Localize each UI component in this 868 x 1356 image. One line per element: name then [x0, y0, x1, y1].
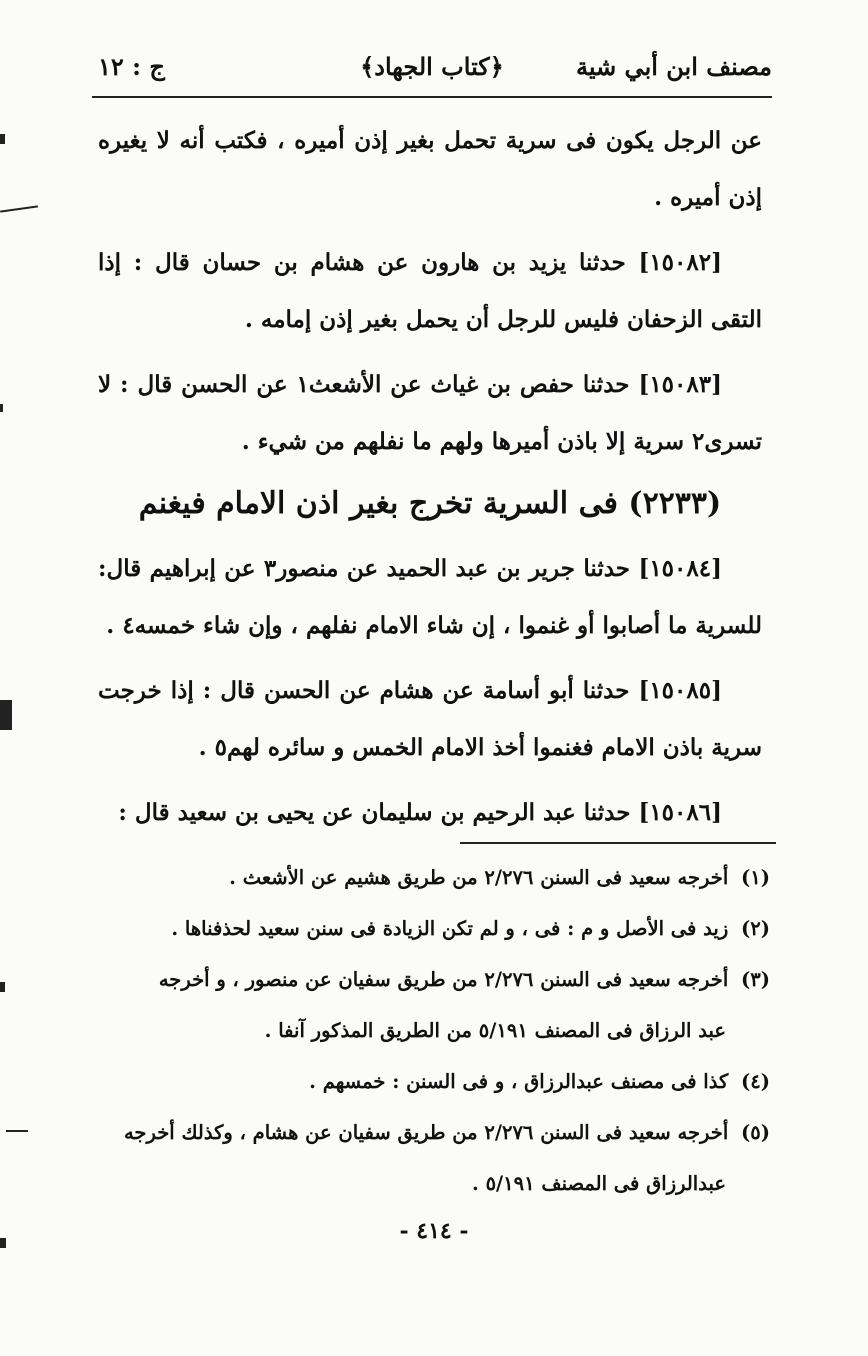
chapter-heading: (٢٢٣٣) فى السرية تخرج بغير اذن الامام فيغنم: [138, 486, 722, 521]
footnote-text: زيد فى الأصل و م : فى ، و لم تكن الزيادة فى سنن سعيد لحذفناها .: [171, 917, 729, 940]
page-number: - ٤١٤ -: [399, 1218, 469, 1244]
footnote-text: كذا فى مصنف عبدالرزاق ، و فى السنن : خمسهم .: [309, 1070, 729, 1093]
hadith-number: [١٥٠٨٤]: [638, 555, 722, 582]
footnote-rule: [460, 842, 776, 844]
footnote: [98, 903, 770, 954]
hadith-text: حدثنا جرير بن عبد الحميد عن منصور٣ عن إبراهيم قال: للسرية ما أصابوا أو غنموا ، إن شاء الامام نفلهم ، وإن شاء خمسه٤ .: [98, 555, 762, 639]
scan-mark: [0, 134, 5, 144]
hadith-text: حدثنا يزيد بن هارون عن هشام بن حسان قال : إذا التقى الزحفان فليس للرجل أن يحمل بغير إذن إمامه .: [98, 249, 762, 333]
hadith-number: [١٥٠٨٢]: [638, 249, 722, 276]
footnote-number: (٤): [741, 1070, 770, 1093]
footnote-continuation: عبد الرزاق فى المصنف ٥/١٩١ من الطريق المذكور آنفا .: [264, 1019, 726, 1042]
hadith-paragraph: [98, 662, 762, 776]
scan-mark: [0, 982, 5, 992]
footnote-continuation: عبدالرزاق فى المصنف ٥/١٩١ .: [471, 1172, 726, 1195]
running-header: [92, 52, 772, 94]
scan-mark: [0, 404, 3, 412]
hadith-number: [١٥٠٨٣]: [638, 371, 722, 398]
main-text: [98, 112, 762, 841]
hadith-paragraph: [98, 540, 762, 654]
hadith-number: [١٥٠٨٦]: [638, 799, 722, 826]
footnote-number: (٢): [741, 917, 770, 940]
footnotes: [98, 852, 770, 1209]
scan-mark: [0, 1238, 6, 1248]
footnote-text: أخرجه سعيد فى السنن ٢/٢٧٦ من طريق هشيم عن الأشعث .: [229, 866, 729, 889]
book-title: مصنف ابن أبي شية: [575, 52, 772, 81]
footnote-number: (١): [741, 866, 770, 889]
scan-mark: [6, 1130, 28, 1132]
volume-number: ج : ١٢: [98, 52, 165, 81]
hadith-text: حدثنا حفص بن غياث عن الأشعث١ عن الحسن قال : لا تسرى٢ سرية إلا باذن أميرها ولهم ما نفلهم من شيء .: [98, 371, 762, 455]
hadith-text: حدثنا عبد الرحيم بن سليمان عن يحيى بن سعيد قال :: [118, 799, 639, 826]
footnote-text: أخرجه سعيد فى السنن ٢/٢٧٦ من طريق سفيان عن هشام ، وكذلك أخرجه: [123, 1121, 729, 1144]
hadith-number: [١٥٠٨٥]: [638, 677, 722, 704]
hadith-text: حدثنا أبو أسامة عن هشام عن الحسن قال : إذا خرجت سرية باذن الامام فغنموا أخذ الامام الخمس و سائره لهم٥ .: [98, 677, 762, 761]
footnote-number: (٣): [741, 968, 770, 991]
chapter-title: ﴿كتاب الجهاد﴾: [360, 52, 504, 81]
header-rule: [92, 96, 772, 98]
footnote: [98, 1056, 770, 1107]
footnote-text: أخرجه سعيد فى السنن ٢/٢٧٦ من طريق سفيان عن منصور ، و أخرجه: [158, 968, 729, 991]
scan-mark: [0, 205, 38, 212]
hadith-paragraph: [98, 356, 762, 470]
hadith-paragraph: [98, 784, 762, 841]
paragraph: [98, 112, 762, 226]
footnote: [98, 954, 770, 1056]
paragraph-text: عن الرجل يكون فى سرية تحمل بغير إذن أميره ، فكتب أنه لا يغيره إذن أميره .: [98, 127, 762, 211]
hadith-paragraph: [98, 234, 762, 348]
footnote: [98, 852, 770, 903]
footnote-number: (٥): [741, 1121, 770, 1144]
footnote: [98, 1107, 770, 1209]
scan-mark: [0, 700, 12, 730]
